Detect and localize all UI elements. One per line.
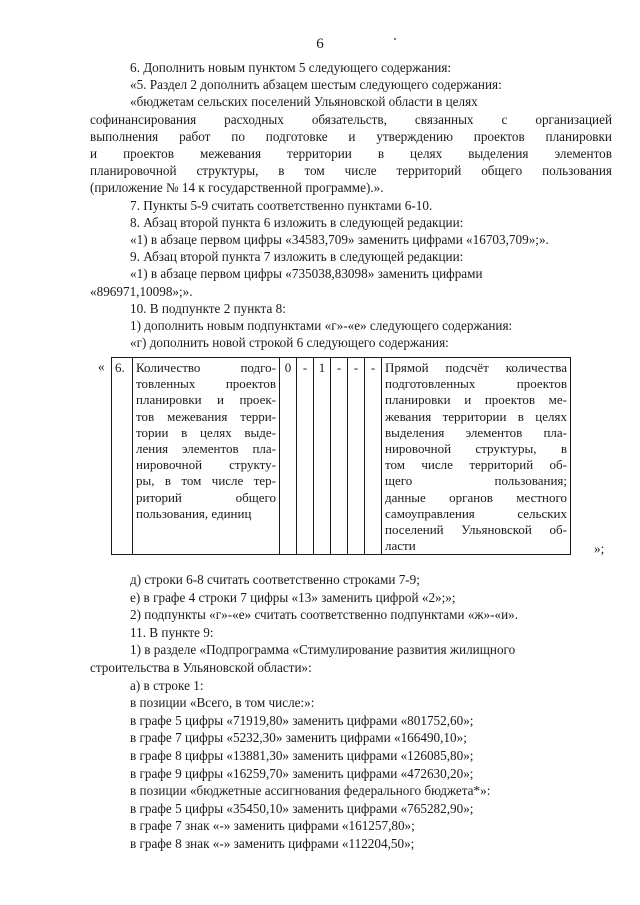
text-line: в графе 7 цифры «5232,30» заменить цифрами «166490,10»; [130,730,467,746]
text-line: 2) подпункты «г»-«е» считать соответственно подпунктами «ж»-«и». [130,607,519,623]
text-line: выполнения работ по подготовке и утверждению проектов планировки [90,128,612,144]
text-line: 6. Дополнить новым пунктом 5 следующего содержания: [130,60,452,75]
cell-indicator-name [133,358,280,555]
text-line: 1) в разделе «Подпрограмма «Стимулирование развития жилищного [130,642,516,658]
text-line: «896971,10098»;». [90,283,193,299]
cell-line: подготовленных проектов [385,376,567,392]
text-line: в графе 5 цифры «71919,80» заменить цифрами «801752,60»; [130,712,474,728]
cell-line: Количество подго- [136,360,276,375]
cell-col-2: - [297,358,314,555]
text-line: 11. В пункте 9: [130,624,214,640]
cell-line: том числе территорий об- [385,457,567,473]
cell-method [382,358,571,555]
cell-line: планировки и проек- [136,392,276,408]
text-line: «1) в абзаце первом цифры «735038,83098» заменить цифрами [130,266,483,282]
cell-line: риторий общего [136,489,276,505]
text-line: и проектов межевания территории в целях выделения элементов [90,146,612,161]
text-line: 1) дополнить новым подпунктами «г»-«е» следующего содержания: [130,318,513,333]
text-line: д) строки 6-8 считать соответственно строками 7-9; [130,572,420,587]
cell-line: выделения элементов пла- [385,424,567,440]
text-line: планировочной структуры, в том числе территорий общего пользования [90,163,612,179]
text-line: е) в графе 4 строки 7 цифры «13» заменить цифрой «2»;»; [130,589,456,605]
text-line: в графе 5 цифры «35450,10» заменить цифрами «765282,90»; [130,800,474,816]
cell-line: Прямой подсчёт количества [385,360,567,375]
table-open-quote: « [98,359,105,374]
table-close-quote: »; [594,541,605,556]
page-number: 6 [316,36,324,52]
inserted-table-row [111,357,571,555]
cell-line: пользования, единиц [136,505,252,521]
text-line: в позиции «бюджетные ассигнования федерального бюджета*»: [130,783,491,799]
table-row [112,358,571,555]
text-line: софинансирования расходных обязательств, связанных с организацией [90,111,612,127]
text-line: 7. Пункты 5-9 считать соответственно пунктами 6-10. [130,197,433,213]
text-line: (приложение № 14 к государственной программе).». [90,180,384,196]
cell-col-4: - [331,358,348,555]
text-line: «г) дополнить новой строкой 6 следующего содержания: [130,335,449,351]
cell-line: ласти [385,538,416,554]
cell-col-1: 0 [280,358,297,555]
cell-line: жевания территории в целях [385,408,567,424]
cell-line: самоуправления сельских [385,505,567,521]
scan-speck [394,38,396,40]
cell-line: планировки и проектов ме- [385,392,567,408]
cell-line: тории в целях выде- [136,424,276,440]
text-line: в графе 7 знак «-» заменить цифрами «161257,80»; [130,818,415,834]
cell-line: ры, в том числе тер- [136,473,276,489]
cell-line: нировочной структу- [136,457,276,473]
text-line: «5. Раздел 2 дополнить абзацем шестым следующего содержания: [130,77,502,93]
cell-col-6: - [365,358,382,555]
cell-line: товленных проектов [136,376,276,392]
text-line: в графе 8 знак «-» заменить цифрами «112204,50»; [130,836,415,851]
cell-line: щего пользования; [385,473,567,489]
text-line: «бюджетам сельских поселений Ульяновской области в целях [130,94,478,110]
cell-col-3: 1 [314,358,331,555]
text-line: «1) в абзаце первом цифры «34583,709» заменить цифрами «16703,709»;». [130,232,549,247]
cell-line: тов межевания терри- [136,408,276,424]
text-line: в графе 9 цифры «16259,70» заменить цифрами «472630,20»; [130,765,474,781]
cell-line: поселений Ульяновской об- [385,522,567,538]
cell-col-5: - [348,358,365,555]
cell-number: 6. [112,358,133,555]
text-line: строительства в Ульяновской области»: [90,660,312,675]
text-line: а) в строке 1: [130,677,204,693]
cell-line: ления элементов пла- [136,441,276,457]
text-line: в графе 8 цифры «13881,30» заменить цифрами «126085,80»; [130,748,474,763]
text-line: 8. Абзац второй пункта 6 изложить в следующей редакции: [130,214,464,230]
text-line: 9. Абзац второй пункта 7 изложить в следующей редакции: [130,249,464,265]
text-line: 10. В подпункте 2 пункта 8: [130,300,286,316]
text-line: в позиции «Всего, в том числе:»: [130,695,315,711]
cell-line: данные органов местного [385,489,567,505]
cell-line: нировочной структуры, в [385,441,567,457]
